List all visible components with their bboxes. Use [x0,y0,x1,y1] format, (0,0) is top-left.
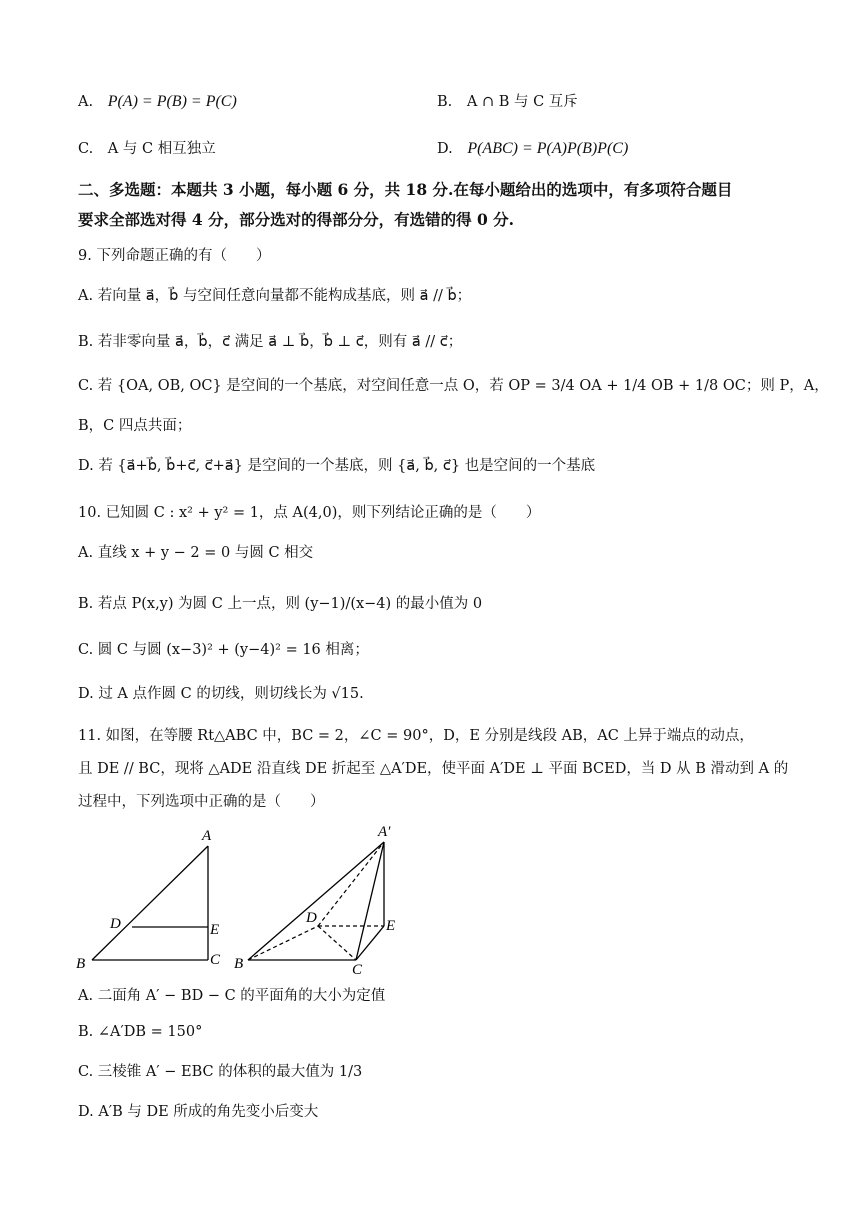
q8-option-a [78,92,237,112]
q9-option-c-line1: C. 若 {OA, OB, OC} 是空间的一个基底，对空间任意一点 O，若 OP = 3/4 OA + 1/4 OB + 1/8 OC；则 P，A， [78,378,829,394]
label-b: B [76,956,86,972]
label-a-prime: A′ [378,824,391,840]
q10-option-b: B. 若点 P(x,y) 为圆 C 上一点，则 (y−1)/(x−4) 的最小值为 0 [78,596,483,612]
q8-option-b [437,92,578,112]
edge-ab [92,846,208,960]
q11-stem-line2: 且 DE // BC，现将 △ADE 沿直线 DE 折起至 △A′DE，使平面 A′DE ⊥ 平面 BCED，当 D 从 B 滑动到 A 的 [78,761,789,777]
q11-option-d: D. A′B 与 DE 所成的角先变小后变大 [78,1104,319,1120]
q9-option-a: A. 若向量 a⃗，b⃗ 与空间任意向量都不能构成基底，则 a⃗ // b⃗； [78,288,472,304]
q8-option-a-text: P(A) = P(B) = P(C) [107,93,237,110]
section-heading-line1: 二、多选题：本题共 3 小题，每小题 6 分，共 18 分.在每小题给出的选项中，有多项符合题目 [78,180,733,199]
label-d: D [110,916,121,932]
q11-option-c: C. 三棱锥 A′ − EBC 的体积的最大值为 1/3 [78,1064,363,1080]
q8-option-c-text: A 与 C 相互独立 [107,141,216,157]
q10-stem: 10. 已知圆 C : x² + y² = 1，点 A(4,0)，则下列结论正确的是（ ） [78,505,541,521]
q11-option-b: B. ∠A′DB = 150° [78,1024,203,1040]
section-heading-line2: 要求全部选对得 4 分，部分选对的得部分分，有选错的得 0 分. [78,210,515,229]
q8-option-b-text: A ∩ B 与 C 互斥 [466,94,578,110]
figure-folded-pyramid [228,822,408,977]
edge-ab [248,842,384,960]
q8-option-d [437,139,628,159]
label-e: E [210,922,220,938]
edge-dc [318,926,356,960]
q8-option-b-label: B. [437,94,453,110]
q11-option-a: A. 二面角 A′ − BD − C 的平面角的大小为定值 [78,988,386,1004]
q9-option-b: B. 若非零向量 a⃗，b⃗，c⃗ 满足 a⃗ ⊥ b⃗，b⃗ ⊥ c⃗，则有 a⃗ // c⃗； [78,334,463,350]
label-c: C [210,952,221,968]
figure-triangle-flat [70,822,240,972]
q8-option-a-label: A. [78,94,94,110]
q8-option-c [78,139,216,159]
q11-stem-line3: 过程中，下列选项中正确的是（ ） [78,794,325,810]
label-e: E [386,918,396,934]
q10-option-a: A. 直线 x + y − 2 = 0 与圆 C 相交 [78,545,314,561]
q8-option-d-label: D. [437,141,453,157]
q11-stem-line1: 11. 如图，在等腰 Rt△ABC 中，BC = 2，∠C = 90°，D，E 分别是线段 AB，AC 上异于端点的动点， [78,728,754,744]
label-a: A [202,828,212,844]
label-d: D [306,910,317,926]
q8-option-c-label: C. [78,141,94,157]
q9-stem: 9. 下列命题正确的有（ ） [78,248,271,264]
q9-option-d: D. 若 {a⃗+b⃗, b⃗+c⃗, c⃗+a⃗} 是空间的一个基底，则 {a⃗, b⃗, c⃗} 也是空间的一个基底 [78,458,596,474]
q9-option-c-line2: B，C 四点共面； [78,418,192,434]
edge-bd [248,926,318,960]
label-b: B [234,956,244,972]
q10-option-c: C. 圆 C 与圆 (x−3)² + (y−4)² = 16 相离； [78,642,369,658]
label-c: C [352,962,363,977]
q8-option-d-text: P(ABC) = P(A)P(B)P(C) [467,140,629,157]
q10-option-d: D. 过 A 点作圆 C 的切线，则切线长为 √15. [78,686,364,702]
